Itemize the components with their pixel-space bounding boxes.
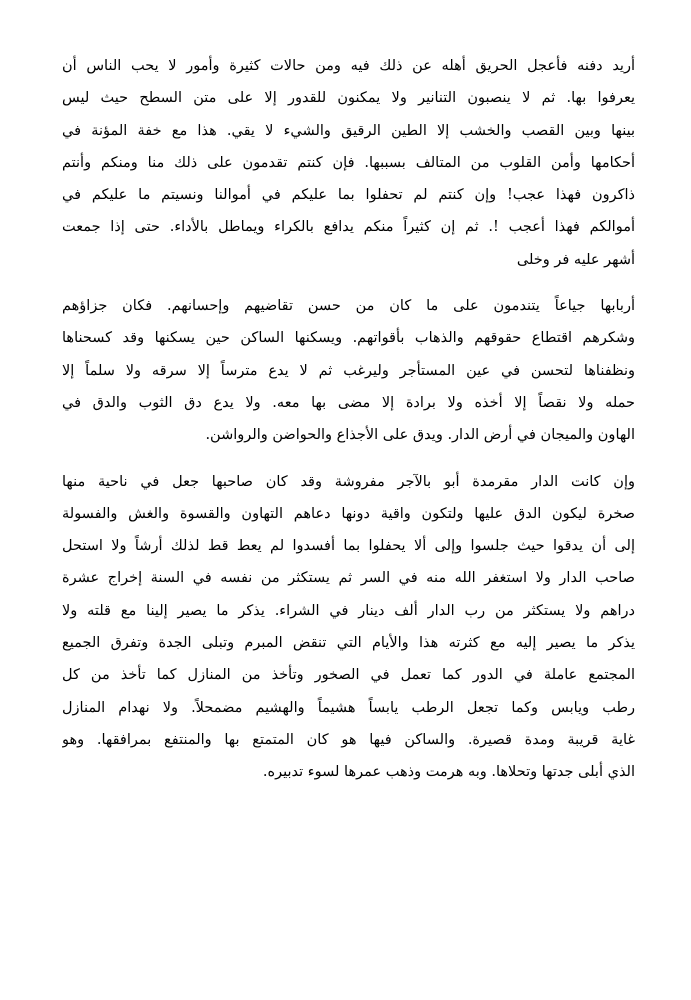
- paragraph-1: [62, 50, 635, 276]
- document-page: [62, 50, 635, 803]
- text-line: أربابها جياعاً يتندمون على ما كان من حسن تقاضيهم وإحسانهم. فكان جزاؤهم: [62, 298, 635, 315]
- text-line: صخرة ليكون الدق عليها ولتكون واقية دونها دعاهم التهاون والقسوة والغش والفسولة: [62, 505, 635, 522]
- paragraph-2: [62, 290, 635, 451]
- text-line: الذي أبلى جدتها وتحلاها. وبه هرمت وذهب عمرها لسوء تدبيره.: [262, 764, 635, 781]
- text-line: يعرفوا بها. ثم لا ينصبون التنانير ولا يمكنون للقدور إلا على متن السطح حيث ليس: [62, 90, 635, 107]
- text-line: بينها وبين القصب والخشب إلا الطين الرقيق والشيء لا يقي. هذا مع خفة المؤنة في: [62, 122, 635, 139]
- text-line: غاية قريبة ومدة قصيرة. والساكن فيها هو كان المتمتع بها والمنتفع بمرافقها. وهو: [62, 731, 635, 748]
- text-line: إلى أن يدقوا حيث جلسوا وإلى ألا يحفلوا بما أفسدوا لم يعط قط لذلك أرشاً ولا استحل: [62, 538, 635, 555]
- text-line: أشهر عليه فر وخلى: [516, 251, 635, 268]
- text-line: رطب ويابس وكما تجعل الرطب يابساً هشيماً والهشيم مضمحلاً. ولا نهدام المنازل: [62, 699, 635, 716]
- paragraph-3: [62, 466, 635, 789]
- text-line: أموالكم فهذا أعجب !. ثم إن كثيراً منكم يدافع بالكراء ويماطل بالأداء. حتى إذا جمعت: [62, 219, 635, 236]
- text-line: المجتمع عاملة في الدور كما تعمل في الصخور وتأخذ من المنازل كما تأخذ من كل: [62, 667, 635, 684]
- text-line: ونظفناها لتحسن في عين المستأجر وليرغب ثم لا يدع مترساً إلا سرقه ولا سلماً إلا: [62, 362, 635, 379]
- text-line: ذاكرون فهذا عجب! وإن كنتم لم تحفلوا بما عليكم في أموالنا ونسيتم ما عليكم في: [62, 187, 635, 204]
- text-line: أحكامها وأمن القلوب من المتالف بسببها. فإن كنتم تقدمون على ذلك منا ومنكم وأنتم: [62, 154, 635, 171]
- text-line: يذكر ما يصير إليه مع كثرته هذا والأيام التي تنقض المبرم وتبلى الجدة وتفرق الجميع: [62, 635, 635, 652]
- text-line: وشكرهم اقتطاع حقوقهم والذهاب بأقواتهم. ويسكنها الساكن حين يسكنها وقد كسحناها: [62, 330, 635, 347]
- text-line: حمله ولا نقصاً إلا أخذه ولا برادة إلا مضى بها معه. ولا يدع دق الثوب والدق في: [62, 394, 635, 411]
- text-line: دراهم ولا يستكثر من رب الدار ألف دينار في الشراء. يذكر ما يصير إلينا مع قلته ولا: [62, 602, 635, 619]
- text-line: وإن كانت الدار مقرمدة أبو بالآجر مفروشة وقد كان صاحبها جعل في ناحية منها: [62, 473, 635, 490]
- text-line: صاحب الدار ولا استغفر الله منه في السر ثم يستكثر من نفسه في السنة إخراج عشرة: [62, 570, 635, 587]
- text-line: أريد دفنه فأعجل الحريق أهله عن ذلك فيه ومن حالات كثيرة وأمور لا يحب الناس أن: [62, 58, 635, 74]
- text-line: الهاون والميجان في أرض الدار. ويدق على الأجذاع والحواضن والرواشن.: [205, 427, 635, 444]
